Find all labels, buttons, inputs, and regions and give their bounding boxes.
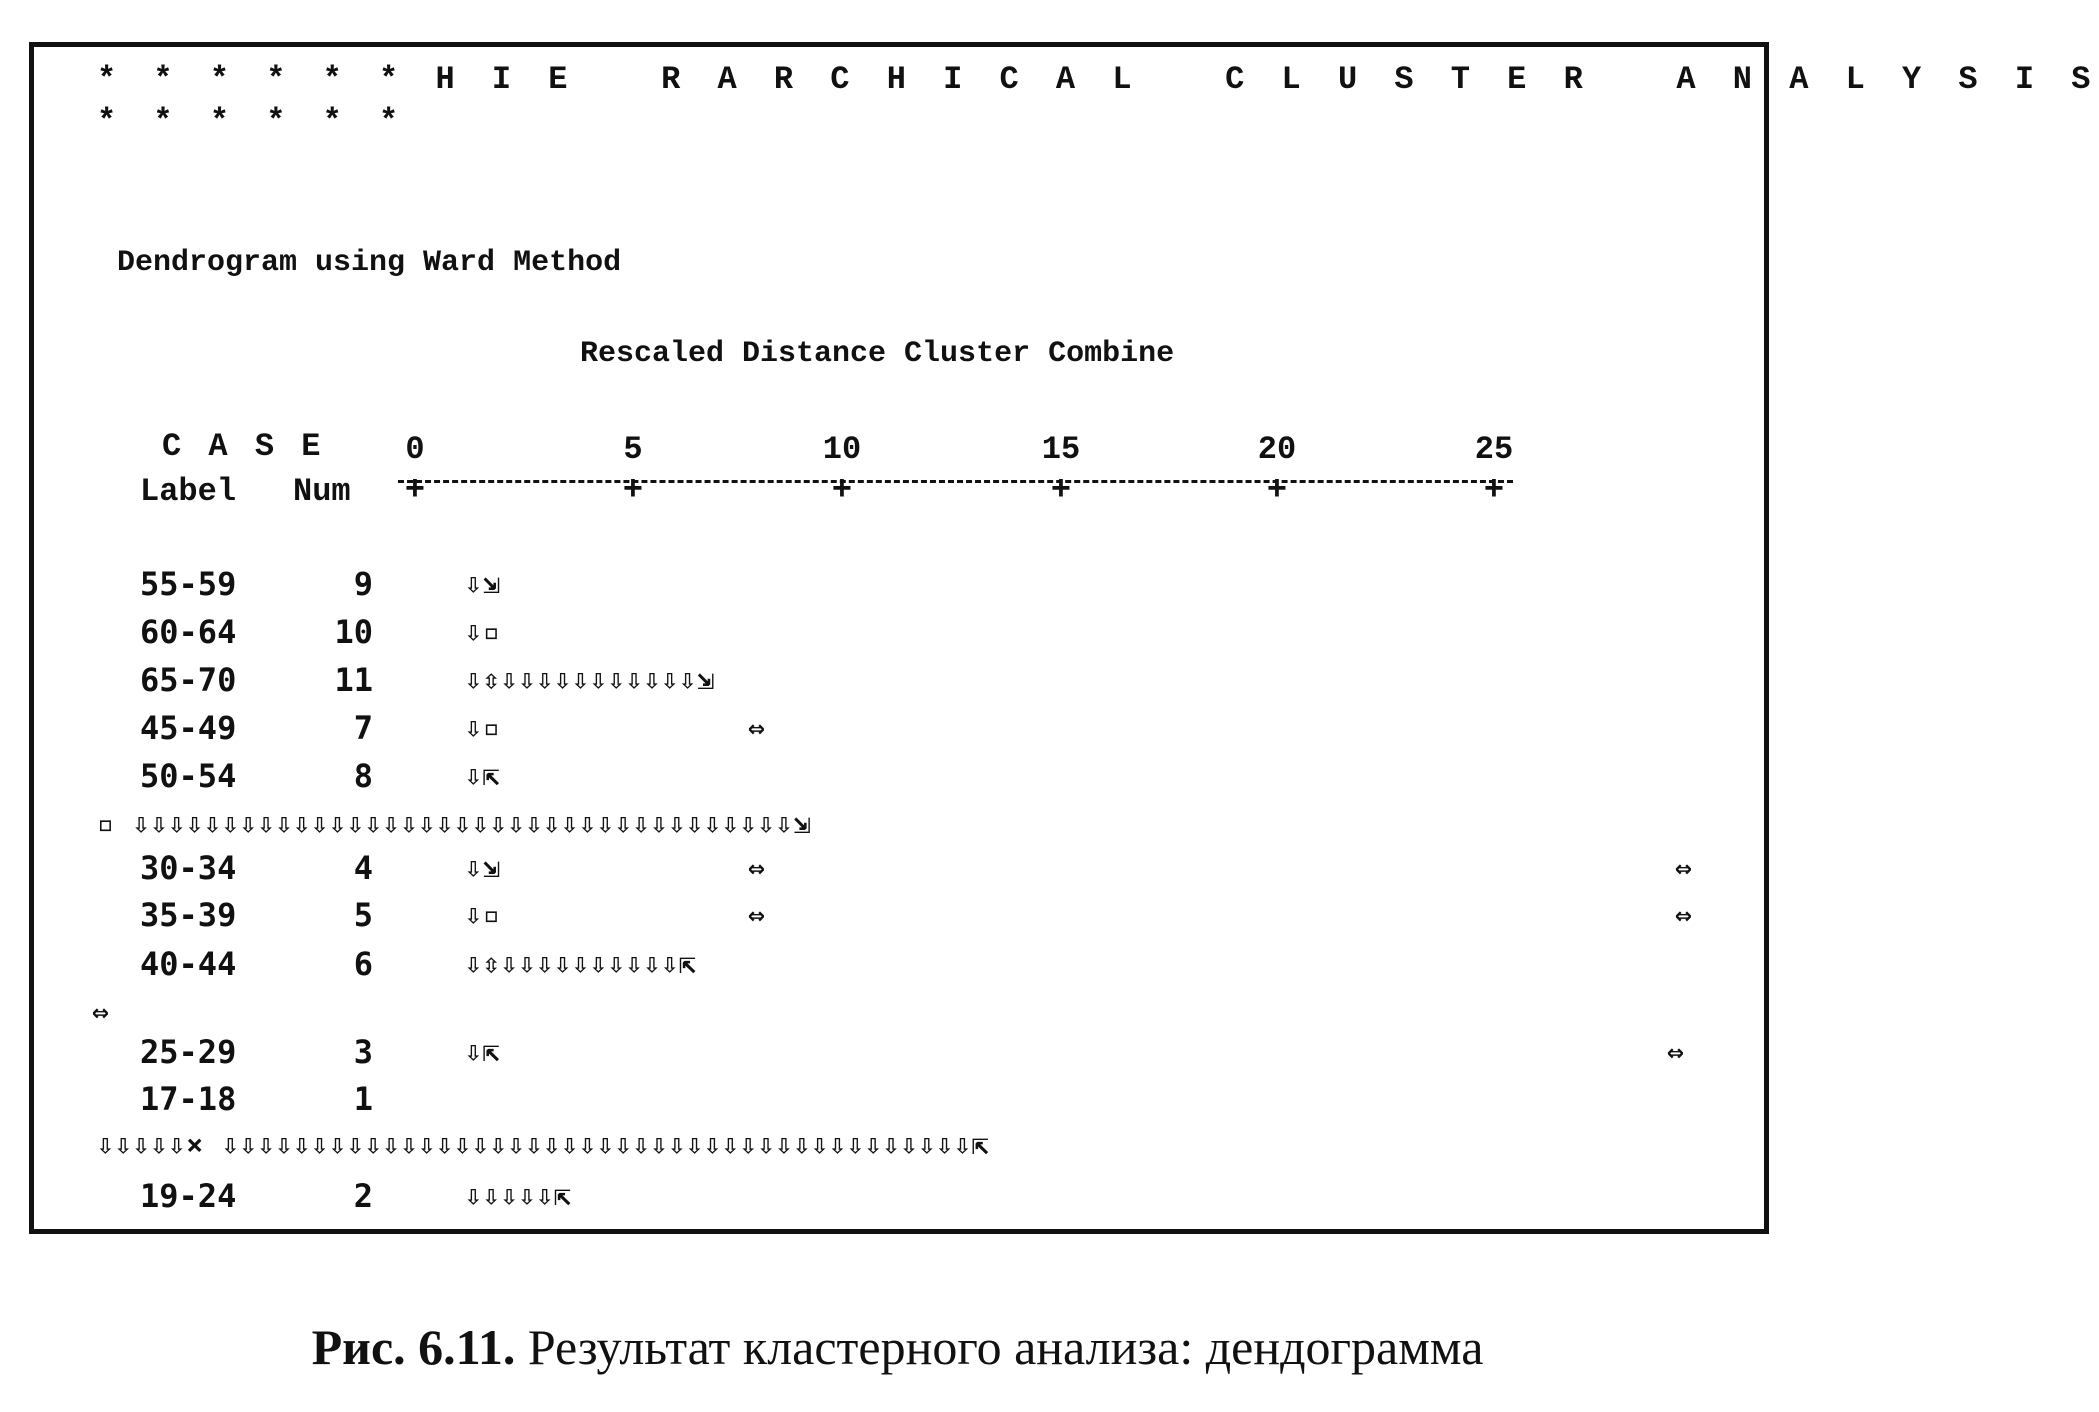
axis-tick-mark: + [375, 474, 455, 508]
case-label: 45-49 [140, 709, 237, 747]
case-label: 55-59 [140, 565, 237, 603]
axis-tick-label: 5 [623, 431, 643, 468]
report-title: * * * * * * H I E R A R C H I C A L C L U S T E R A N A L Y S I S [97, 61, 2099, 98]
cluster-join-marker: ⇔ [748, 851, 766, 884]
cluster-join-marker: ⇔ [748, 898, 766, 931]
axis-tick-label: 0 [405, 431, 425, 468]
cluster-join-marker: ⇔ [748, 711, 766, 744]
figure-caption-text: Результат кластерного анализа: дендограмма [515, 1319, 1484, 1375]
case-number: 3 [353, 1033, 373, 1071]
axis-tick-mark: + [1237, 474, 1317, 508]
axis-tick-mark: + [802, 474, 882, 508]
case-label: 40-44 [140, 945, 237, 983]
method-title: Dendrogram using Ward Method [117, 246, 622, 280]
cluster-link: ⇩▫ [465, 898, 501, 931]
connector-line-c: ⇩⇩⇩⇩⇩× ⇩⇩⇩⇩⇩⇩⇩⇩⇩⇩⇩⇩⇩⇩⇩⇩⇩⇩⇩⇩⇩⇩⇩⇩⇩⇩⇩⇩⇩⇩⇩⇩⇩⇩⇩⇩⇩⇩⇩⇩⇩⇩⇱ [97, 1128, 990, 1161]
axis-tick-label: 20 [1257, 431, 1297, 468]
case-number: 8 [353, 757, 373, 795]
case-number: 1 [353, 1080, 373, 1118]
cluster-right-marker: ⇔ [1675, 898, 1693, 931]
axis-tick-label: 10 [822, 431, 862, 468]
case-number: 5 [353, 896, 373, 934]
case-header: C A S E [162, 428, 325, 465]
cluster-right-marker: ⇔ [1667, 1035, 1685, 1068]
connector-line-a: ▫ ⇩⇩⇩⇩⇩⇩⇩⇩⇩⇩⇩⇩⇩⇩⇩⇩⇩⇩⇩⇩⇩⇩⇩⇩⇩⇩⇩⇩⇩⇩⇩⇩⇩⇩⇩⇩⇩⇲ [97, 807, 812, 840]
cluster-link: ⇩▫ [465, 615, 501, 648]
case-label: 60-64 [140, 613, 237, 651]
cluster-link: ⇩⇳⇩⇩⇩⇩⇩⇩⇩⇩⇩⇩⇱ [465, 947, 698, 980]
axis-tick-mark: + [593, 474, 673, 508]
cluster-right-marker: ⇔ [1675, 851, 1693, 884]
axis-tick-mark: + [1021, 474, 1101, 508]
scale-title: Rescaled Distance Cluster Combine [580, 337, 1175, 371]
case-label: 25-29 [140, 1033, 237, 1071]
case-number: 2 [353, 1177, 373, 1215]
case-label: 50-54 [140, 757, 237, 795]
axis-tick-mark: + [1454, 474, 1534, 508]
case-label: 30-34 [140, 849, 237, 887]
cluster-link: ⇩⇲ [465, 567, 501, 600]
cluster-link: ⇩⇲ [465, 851, 501, 884]
case-number: 10 [334, 613, 373, 651]
label-column-header: Label [140, 473, 237, 510]
output-frame [29, 42, 1769, 1234]
cluster-link: ⇩⇳⇩⇩⇩⇩⇩⇩⇩⇩⇩⇩⇩⇲ [465, 663, 716, 696]
axis-tick-label: 25 [1474, 431, 1514, 468]
report-title-stars: * * * * * * [97, 103, 408, 140]
case-label: 19-24 [140, 1177, 237, 1215]
cluster-link: ⇩▫ [465, 711, 501, 744]
case-number: 4 [353, 849, 373, 887]
case-label: 35-39 [140, 896, 237, 934]
axis-line [398, 480, 1513, 486]
figure-number: Рис. 6.11. [311, 1319, 516, 1375]
cluster-link: ⇩⇱ [465, 1035, 501, 1068]
figure-caption [0, 1319, 1795, 1375]
case-number: 6 [353, 945, 373, 983]
axis-tick-label: 15 [1041, 431, 1081, 468]
case-number: 7 [353, 709, 373, 747]
case-label: 17-18 [140, 1080, 237, 1118]
case-number: 11 [334, 661, 373, 699]
case-number: 9 [353, 565, 373, 603]
cluster-link: ⇩⇱ [465, 759, 501, 792]
num-column-header: Num [293, 473, 351, 510]
case-label: 65-70 [140, 661, 237, 699]
connector-line-b: ⇔ [92, 995, 110, 1028]
cluster-link: ⇩⇩⇩⇩⇩⇱ [465, 1179, 573, 1212]
